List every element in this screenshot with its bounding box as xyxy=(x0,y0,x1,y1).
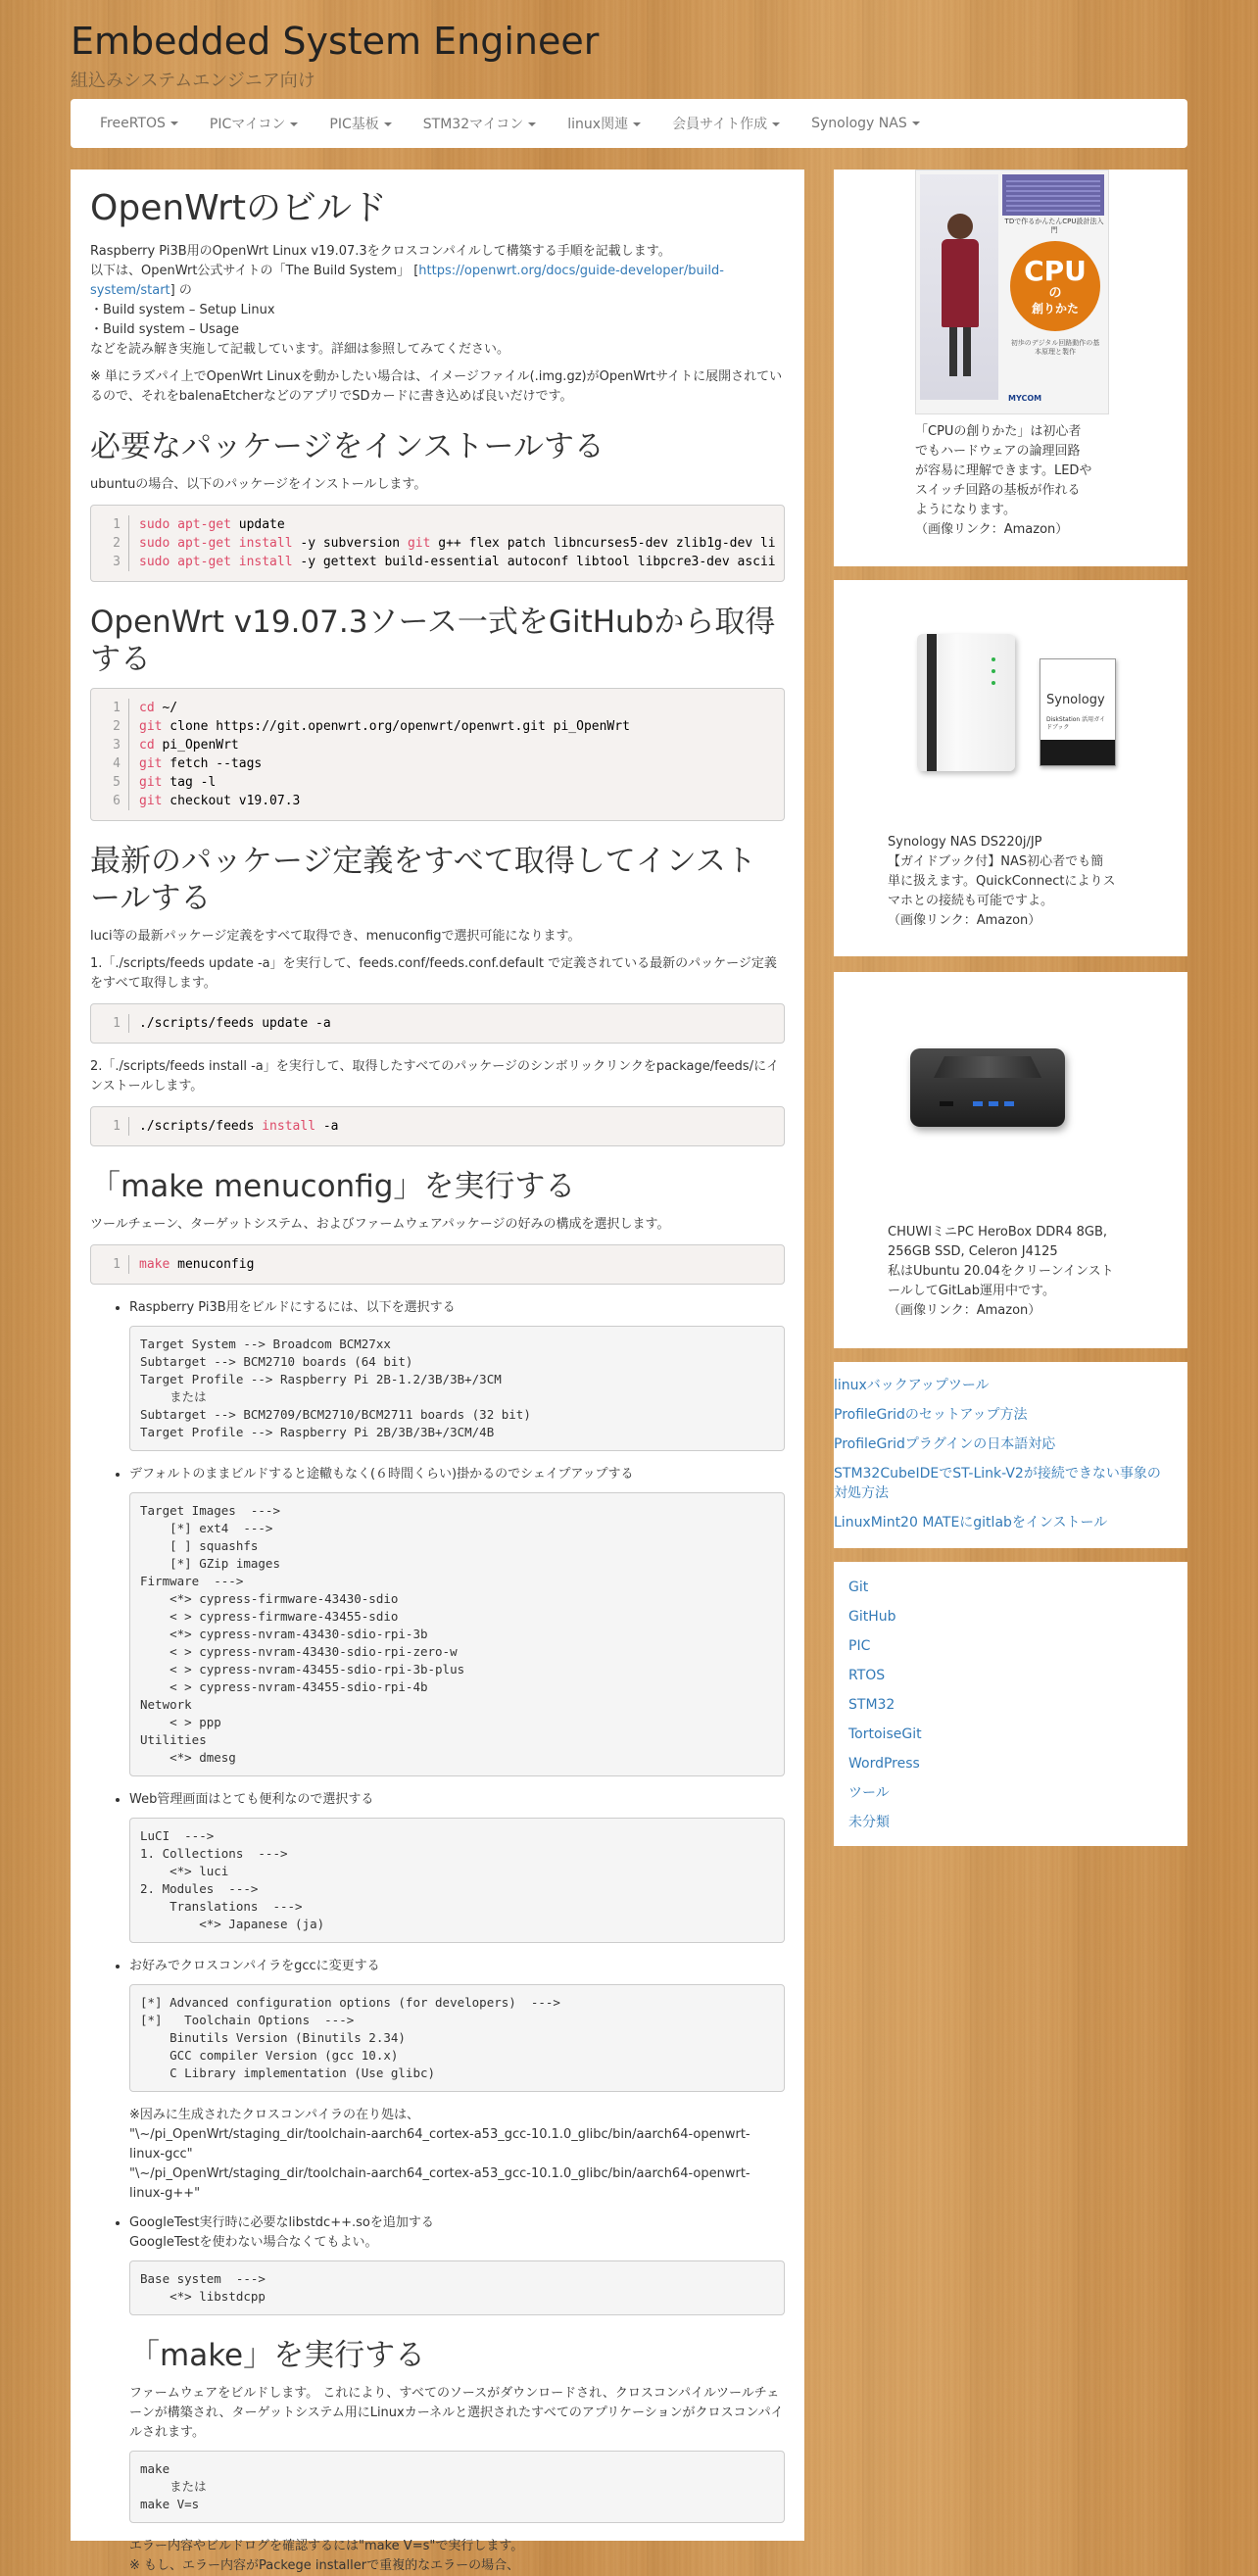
preformatted-block: make または make V=s xyxy=(129,2451,785,2523)
caret-down-icon xyxy=(170,122,178,125)
category-link-rtos[interactable]: RTOS xyxy=(848,1668,886,1683)
book-top-band xyxy=(1002,174,1104,216)
nav-item-freertos[interactable]: FreeRTOS xyxy=(84,116,194,131)
nas-device-image[interactable] xyxy=(907,634,1025,781)
cpu-book-image[interactable] xyxy=(915,170,1109,414)
section-heading-source: OpenWrt v19.07.3ソース一式をGitHubから取得する xyxy=(90,605,776,677)
sidebar-ad-cpu-book xyxy=(834,170,1187,566)
preformatted-block: [*] Advanced configuration options (for developers) ---> [*] Toolchain Options ---> Binutils Version (Binutils 2.34) GCC compiler Version (gcc 10.x) C Library implementation (Use glibc) xyxy=(129,1984,785,2092)
preformatted-block: LuCI ---> 1. Collections ---> <*> luci 2. Modules ---> Translations ---> <*> Japanese (ja) xyxy=(129,1818,785,1943)
article-title: OpenWrtのビルド xyxy=(90,188,388,228)
nav-item-linux[interactable]: linux関連 xyxy=(552,114,656,133)
nav-item-member-site[interactable]: 会員サイト作成 xyxy=(656,114,796,133)
book-top-text: TDで作るかんたんCPU設計法入門 xyxy=(1004,218,1104,234)
note-paragraph: ※ 単にラズパイ上でOpenWrt Linuxを動かしたい場合は、イメージファイル(.img.gz)がOpenWrtサイトに展開されているので、それをbalenaEtcherなどのアプリでSDカードに書き込めば良いだけです。 xyxy=(90,369,783,404)
nav-item-pic-board[interactable]: PIC基板 xyxy=(314,114,407,133)
toolchain-note: ※因みに生成されたクロスコンパイラの在り処は、 "\~/pi_OpenWrt/staging_dir/toolchain-aarch64_cortex-a53_gcc-10.1.0_glibc/bin/aarch64-openwrt-linux-gcc" "\~/pi_OpenWrt/staging_dir/toolchain-aarch64_cortex-a53_gcc-10.1.0_glibc/bin/aarch64-openwrt-linux-g++" xyxy=(129,2108,750,2201)
mini-pc-image[interactable] xyxy=(904,1041,1071,1139)
section-heading-packages: 必要なパッケージをインストールする xyxy=(90,429,605,464)
caret-down-icon xyxy=(912,122,920,125)
caret-down-icon xyxy=(384,122,392,126)
main-navbar xyxy=(71,99,1187,148)
site-header xyxy=(71,18,599,92)
list-item: • Raspberry Pi3B用をビルドにするには、以下を選択する Target System --> Broadcom BCM27xx Subtarget --> BCM2710 boards (64 bit) Target Profile --> Raspberry Pi 2B-1.2/3B/3B+/3CM または Subtarget --> BCM2709/BCM2710/BCM2711 boards (32 bit) Target Profile --> Raspberry Pi 2B/3B/3B+/3CM/4B xyxy=(129,1298,785,1451)
category-link-uncategorized[interactable]: 未分類 xyxy=(848,1815,890,1830)
article xyxy=(71,170,804,2573)
intro-paragraph: Raspberry Pi3B用のOpenWrt Linux v19.07.3をクロスコンパイルして構築する手順を記載します。 以下は、OpenWrt公式サイトの「The Build System」 [https://openwrt.org/docs/guide-developer/build-system/start] の ・Build system – Setup Linux ・Build system – Usage などを読み解き実施して記載しています。詳細は参照してみてください。 xyxy=(90,244,724,357)
sidebar-ad-chuwi xyxy=(834,972,1187,1348)
site-title[interactable]: Embedded System Engineer xyxy=(71,20,600,63)
section-heading-menuconfig: 「make menuconfig」を実行する xyxy=(90,1169,576,1204)
list-item: • Web管理画面はとても便利なので選択する LuCI ---> 1. Collections ---> <*> luci 2. Modules ---> Translations ---> <*> Japanese (ja) xyxy=(129,1790,785,1943)
publisher-logo: MYCOM xyxy=(1008,394,1042,403)
code-block: 1 ./scripts/feeds update -a xyxy=(90,1003,785,1044)
code-block: 1 ./scripts/feeds install -a xyxy=(90,1106,785,1146)
book-title-badge: CPU の 創りかた xyxy=(1010,241,1100,331)
recent-post-link[interactable]: ProfileGridプラグインの日本語対応 xyxy=(834,1436,1056,1452)
recent-post-link[interactable]: LinuxMint20 MATEにgitlabをインストール xyxy=(834,1515,1108,1531)
code-block: 1 make menuconfig xyxy=(90,1244,785,1285)
section-text: ubuntuの場合、以下のパッケージをインストールします。 xyxy=(90,477,427,492)
nav-item-synology[interactable]: Synology NAS xyxy=(796,116,936,131)
category-link-github[interactable]: GitHub xyxy=(848,1609,896,1625)
caret-down-icon xyxy=(772,122,780,126)
section-text: luci等の最新パッケージ定義をすべて取得でき、menuconfigで選択可能になります。 xyxy=(90,929,581,944)
preformatted-block: Base system ---> <*> libstdcpp xyxy=(129,2260,785,2315)
category-link-stm32[interactable]: STM32 xyxy=(848,1697,895,1713)
amazon-link[interactable]: （画像リンク：Amazon） xyxy=(888,913,1041,928)
amazon-link[interactable]: （画像リンク：Amazon） xyxy=(888,1303,1041,1318)
guide-title: DiskStation 活用ガイドブック xyxy=(1046,716,1105,731)
category-link-tools[interactable]: ツール xyxy=(848,1785,890,1801)
step-text: 1.「./scripts/feeds update -a」を実行して、feeds.conf/feeds.conf.default で定義されている最新のパッケージ定義をすべて取得します。 xyxy=(90,956,777,991)
code-block: 1 sudo apt-get update 2 sudo apt-get install -y subversion git g++ flex patch libncurses5-dev zlib1g-dev li 3 sudo apt-get install -y gettext build-essential autoconf libtool libpcre3-dev ascii xyxy=(90,505,785,582)
recent-post-link[interactable]: STM32CubeIDEでST-Link-V2が接続できない事象の対処方法 xyxy=(834,1466,1161,1501)
category-link-tortoisegit[interactable]: TortoiseGit xyxy=(848,1726,922,1742)
category-link-wordpress[interactable]: WordPress xyxy=(848,1756,920,1772)
synology-caption: Synology NAS DS220j/JP 【ガイドブック付】NAS初心者でも簡 単に扱えます。QuickConnectによりス マホとの接続も可能ですよ。 （画像リンク：Amazon） xyxy=(888,835,1116,928)
guidebook-image[interactable] xyxy=(1040,658,1116,766)
category-link-pic[interactable]: PIC xyxy=(848,1638,871,1654)
list-item: • GoogleTest実行時に必要なlibstdc++.soを追加する GoogleTestを使わない場合なくてもよい。 Base system ---> <*> libstdcpp xyxy=(129,2213,785,2315)
recent-post-link[interactable]: ProfileGridのセットアップ方法 xyxy=(834,1407,1028,1423)
chuwi-caption: CHUWIミニPC HeroBox DDR4 8GB, 256GB SSD, Celeron J4125 私はUbuntu 20.04をクリーンインスト ールしてGitLab運用中です。 （画像リンク：Amazon） xyxy=(888,1225,1114,1318)
preformatted-block: Target System --> Broadcom BCM27xx Subtarget --> BCM2710 boards (64 bit) Target Profile --> Raspberry Pi 2B-1.2/3B/3B+/3CM または Subtarget --> BCM2709/BCM2710/BCM2711 boards (32 bit) Target Profile --> Raspberry Pi 2B/3B/3B+/3CM/4B xyxy=(129,1326,785,1451)
list-item: • お好みでクロスコンパイラをgccに変更する [*] Advanced configuration options (for developers) ---> [*] Toolchain Options ---> Binutils Version (Binutils 2.34) GCC compiler Version (gcc 10.x) C Library implementation (Use glibc) ※因みに生成されたクロスコンパイラの在り処は、 "\~/pi_OpenWrt/staging_dir/toolchain-aarch64_cortex-a53_gcc-10.1.0_glibc/bin/aarch64-openwrt-linux-gcc" "\~/pi_OpenWrt/staging_dir/toolchain-aarch64_cortex-a53_gcc-10.1.0_glibc/bin/aarch64-openwrt-linux-g++" xyxy=(129,1957,785,2204)
code-block: 1 cd ~/ 2 git clone https://git.openwrt.org/openwrt/openwrt.git pi_OpenWrt 3 cd pi_OpenWrt 4 git fetch --tags 5 git tag -l 6 git checkout v19.07.3 xyxy=(90,688,785,821)
menuconfig-list xyxy=(90,1298,785,2315)
character-illustration xyxy=(920,174,998,400)
section-text: ツールチェーン、ターゲットシステム、およびファームウェアパッケージの好みの構成を選択します。 xyxy=(90,1217,670,1232)
recent-posts-widget xyxy=(834,1362,1187,1548)
caret-down-icon xyxy=(633,122,641,126)
caret-down-icon xyxy=(528,122,536,126)
guide-brand: Synology xyxy=(1046,693,1105,707)
section-text: ファームウェアをビルドします。 これにより、すべてのソースがダウンロードされ、クロスコンパイルツールチェーンが構築され、ターゲットシステム用にLinuxカーネルと選択されたすべてのアプリケーションがクロスコンパイルされます。 xyxy=(129,2386,784,2440)
book-subtitle: 初歩のデジタル回路動作の基本原理と製作 xyxy=(1010,339,1100,356)
caret-down-icon xyxy=(290,122,298,126)
section-heading-feeds: 最新のパッケージ定義をすべて取得してインストールする xyxy=(90,844,756,916)
cpu-book-caption: 「CPUの創りかた」は初心者 でもハードウェアの論理回路 が容易に理解できます。LEDや スイッチ回路の基板が作れる ようになります。 （画像リンク：Amazon） xyxy=(915,424,1092,537)
categories-widget xyxy=(834,1562,1187,1846)
build-system-link[interactable]: https://openwrt.org/docs/guide-developer/build-system/start xyxy=(90,264,724,298)
amazon-link[interactable]: （画像リンク：Amazon） xyxy=(915,522,1069,537)
nav-item-stm32[interactable]: STM32マイコン xyxy=(408,114,553,133)
sidebar-ad-synology xyxy=(834,580,1187,956)
section-text: エラー内容やビルドログを確認するには"make V=s"で実行します。 ※ もし、エラー内容がPackege installerで重複的なエラーの場合、 xyxy=(129,2539,524,2573)
section-heading-make: 「make」を実行する xyxy=(129,2338,426,2373)
recent-post-link[interactable]: linuxバックアップツール xyxy=(834,1378,990,1393)
site-description: 組込みシステムエンジニア向け xyxy=(71,71,315,91)
make-section xyxy=(90,2337,785,2576)
step-text: 2.「./scripts/feeds install -a」を実行して、取得したすべてのパッケージのシンボリックリンクをpackage/feeds/にインストールします。 xyxy=(90,1059,780,1094)
list-item: • デフォルトのままビルドすると途轍もなく(６時間くらい)掛かるのでシェイプアップする Target Images ---> [*] ext4 ---> [ ] squashfs [*] GZip images Firmware ---> <*> cypress-firmware-43430-sdio < > cypress-firmware-43455-sdio <*> cypress-nvram-43430-sdio-rpi-3b < > cypress-nvram-43430-sdio-rpi-zero-w < > cypress-nvram-43455-sdio-rpi-3b-plus < > cypress-nvram-43455-sdio-rpi-4b Network < > ppp Utilities <*> dmesg xyxy=(129,1465,785,1776)
category-link-git[interactable]: Git xyxy=(848,1580,869,1595)
nav-item-pic[interactable]: PICマイコン xyxy=(194,114,314,133)
preformatted-block: Target Images ---> [*] ext4 ---> [ ] squashfs [*] GZip images Firmware ---> <*> cypress-firmware-43430-sdio < > cypress-firmware-43455-sdio <*> cypress-nvram-43430-sdio-rpi-3b < > cypress-nvram-43430-sdio-rpi-zero-w < > cypress-nvram-43455-sdio-rpi-3b-plus < > cypress-nvram-43455-sdio-rpi-4b Network < > ppp Utilities <*> dmesg xyxy=(129,1492,785,1776)
